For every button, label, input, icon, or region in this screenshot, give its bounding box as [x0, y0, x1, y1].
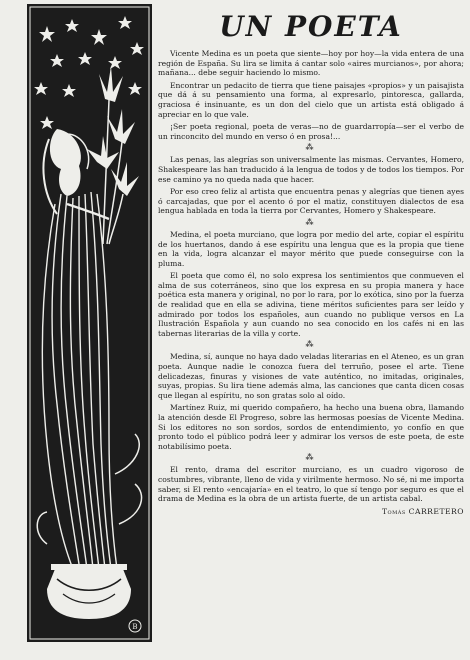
paragraph: Vicente Medina es un poeta que siente—hoy por hoy—la vida entera de una región de España. Su lira se limita á cantar solo «aires murcianos», por ahora; mañana... debe seguir haciendo lo mismo.	[158, 49, 464, 78]
page-title: UN POETA	[219, 10, 403, 43]
paragraph: ¡Ser poeta regional, poeta de veras—no de guardarropía—ser el verbo de un rinconcito del mundo en verso ó en prosa!...	[158, 122, 464, 141]
author-signature: Tomás CARRETERO	[381, 506, 464, 516]
section-separator: ⁂	[305, 217, 317, 227]
section-separator: ⁂	[305, 143, 317, 153]
paragraph: Medina, el poeta murciano, que logra por medio del arte, copiar el espíritu de los huertanos, dando á ese espíritu una lengua que es la propia que tiene en la vida, logra alcanzar el mayor mérito que puede conseguirse con la pluma.	[158, 229, 464, 268]
art-nouveau-illustration	[27, 4, 152, 642]
svg-text:B: B	[132, 623, 138, 631]
section-separator: ⁂	[305, 453, 317, 463]
paragraph: Por eso creo feliz al artista que encuentra penas y alegrías que tienen ayes ó carcajadas, que por el acento ó por el matiz, constituyen dialectos de esa lengua hablada en toda la tierra por Cervantes, Homero y Shakespeare.	[158, 187, 464, 216]
paragraph: Las penas, las alegrías son universalmente las mismas. Cervantes, Homero, Shakespeare las han traducido á la lengua de todos y de todos los tiempos. Por ese camino ya no queda nada que hacer.	[158, 155, 464, 184]
paragraph: Medina, sí, aunque no haya dado veladas literarias en el Ateneo, es un gran poeta. Aunque nadie le conozca fuera del terruño, posee el arte. Tiene delicadezas, finuras y visiones de vate auténtico, no imitadas, originales, suyas, propias. Su lira tiene además alma, las canciones que canta dicen cosas que llegan al espíritu, no son gratas solo al oído.	[158, 352, 464, 400]
section-separator: ⁂	[305, 340, 317, 350]
paragraph: El poeta que como él, no solo expresa los sentimientos que conmueven el alma de sus coterráneos, sino que los expresa en su propia manera y hace poética esta manera y original, no por lo rara, por lo exótica, sino por la fuerza de realidad que en ella se adivina, tiene méritos suficientes para ser leído y admirado por todos los españoles, aun cuando no publique versos en La Ilustración Española y aun cuando no sea conocido en los cafés ni en las tabernas literarias de la villa y corte.	[158, 271, 464, 338]
vase	[47, 564, 131, 619]
article-body	[158, 49, 464, 629]
paragraph: Encontrar un pedacito de tierra que tiene paisajes «propios» y un paisajista que dá á su pensamiento una forma, al expresarlo, pintoresca, gallarda, graciosa é insinuante, es un don del cielo que un artista está obligado á apreciar en lo que vale.	[158, 80, 464, 119]
paragraph: Martínez Ruiz, mi querido compañero, ha hecho una buena obra, llamando la atención desde El Progreso, sobre las hermosas poesías de Vicente Medina. Si los editores no son sordos, sordos de entendimiento, yo confío en que pronto todo el público podrá leer y admirar los versos de este poeta, de este notabilísimo poeta.	[158, 403, 464, 451]
paragraph: El rento, drama del escritor murciano, es un cuadro vigoroso de costumbres, vibrante, lleno de vida y virilmente hermoso. No sé, ni me importa saber, si El rento «encajaría» en el teatro, lo que sí tengo por seguro es que el drama de Medina es la obra de un artista fuerte, de un artista cabal.	[158, 465, 464, 504]
